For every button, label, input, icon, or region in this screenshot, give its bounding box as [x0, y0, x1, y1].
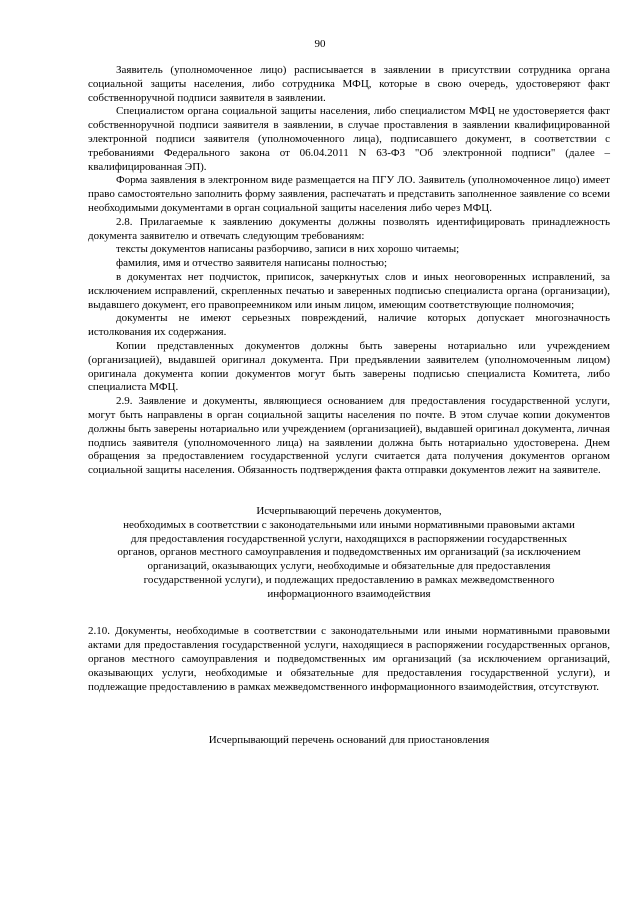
- paragraph-electronic-form: Форма заявления в электронном виде размещается на ПГУ ЛО. Заявитель (уполномоченное лицо) имеет право самостоятельно заполнить форму заявления, распечатать и представить заполненное заявление со всеми необходимыми документами в орган социальной защиты населения либо через МФЦ.: [88, 174, 610, 214]
- requirement-full-name: фамилия, имя и отчество заявителя написаны полностью;: [116, 257, 388, 270]
- paragraph-2-10: 2.10. Документы, необходимые в соответствии с законодательными или иными нормативными правовыми актами для предоставления государственной услуги, находящиеся в распоряжении государственных органов, органов местного самоуправления и подведомственных им организаций (за исключением организаций, оказывающих услуги, необходимые и обязательные для предоставления государственной услуги), и подлежащие предоставлению в рамках межведомственного информационного взаимодействия, отсутствуют.: [88, 625, 610, 693]
- section-heading-documents-list: [88, 505, 610, 602]
- requirement-no-damage: документы не имеют серьезных повреждений, наличие которых допускает многозначность истолкования их содержания.: [88, 312, 610, 339]
- paragraph-2-8: 2.8. Прилагаемые к заявлению документы должны позволять идентифицировать принадлежность документа заявителю и отвечать следующим требованиям:: [88, 215, 610, 242]
- paragraph-signature: Заявитель (уполномоченное лицо) расписывается в заявлении в присутствии сотрудника органа социальной защиты населения, либо сотрудника МФЦ, которые в свою очередь, удостоверяют факт собственноручной подписи заявителя в заявлении.: [88, 64, 610, 104]
- heading-line: органов, органов местного самоуправления и подведомственных им организаций (за исключением: [117, 546, 581, 559]
- requirement-readable: тексты документов написаны разборчиво, записи в них хорошо читаемы;: [116, 243, 460, 256]
- heading-line: государственной услуги), и подлежащих предоставлению в рамках межведомственного: [143, 573, 555, 586]
- paragraph-2-9: 2.9. Заявление и документы, являющиеся основанием для предоставления государственной услуги, могут быть направлены в орган социальной защиты населения по почте. В этом случае копии документов должны быть заверены нотариально или учреждением (организацией), выдавшей оригинал документа, личная подпись заявителя (уполномоченного лица) на заявлении должна быть нотариально удостоверена. Днем обращения за предоставлением государственной услуги считается дата получения документов органом социальной защиты населения. Обязанность подтверждения факта отправки документов лежит на заявителе.: [88, 395, 610, 477]
- heading-line: информационного взаимодействия: [267, 587, 431, 600]
- document-body: [88, 64, 610, 748]
- paragraph-copies: Копии представленных документов должны быть заверены нотариально или учреждением (организацией), выдавшей оригинал документа. При предъявлении заявителем (уполномоченным лицом) оригинала документа копии документов могут быть заверены подписью специалиста Комитета, либо специалиста МФЦ.: [88, 339, 610, 394]
- heading-line: организаций, оказывающих услуги, необходимые и обязательные для предоставления: [147, 560, 551, 573]
- heading-line: для предоставления государственной услуги, находящихся в распоряжении государственных: [130, 532, 568, 545]
- heading-line: Исчерпывающий перечень документов,: [256, 504, 442, 517]
- section-heading-suspension-grounds: Исчерпывающий перечень оснований для приостановления: [208, 734, 490, 747]
- heading-line: необходимых в соответствии с законодательными или иными нормативными правовыми актами: [123, 518, 575, 531]
- page-number: 90: [314, 38, 326, 50]
- requirement-no-corrections: в документах нет подчисток, приписок, зачеркнутых слов и иных неоговоренных исправлений, за исключением исправлений, скрепленных печатью и заверенных подписью специалиста органа (организации), выдавшего документ, его правопреемником или иным лицом, имеющим соответствующие полномочия;: [88, 270, 610, 311]
- paragraph-specialist: Специалистом органа социальной защиты населения, либо специалистом МФЦ не удостоверяется факт собственноручной подписи заявителя в заявлении, в случае проставления в заявлении квалифицированной электронной подписи заявителя (уполномоченного лица), подписавшего документ, в соответствии с требованиями Федерального закона от 06.04.2011 N 63-ФЗ "Об электронной подписи" (далее – квалифицированная ЭП).: [88, 105, 610, 173]
